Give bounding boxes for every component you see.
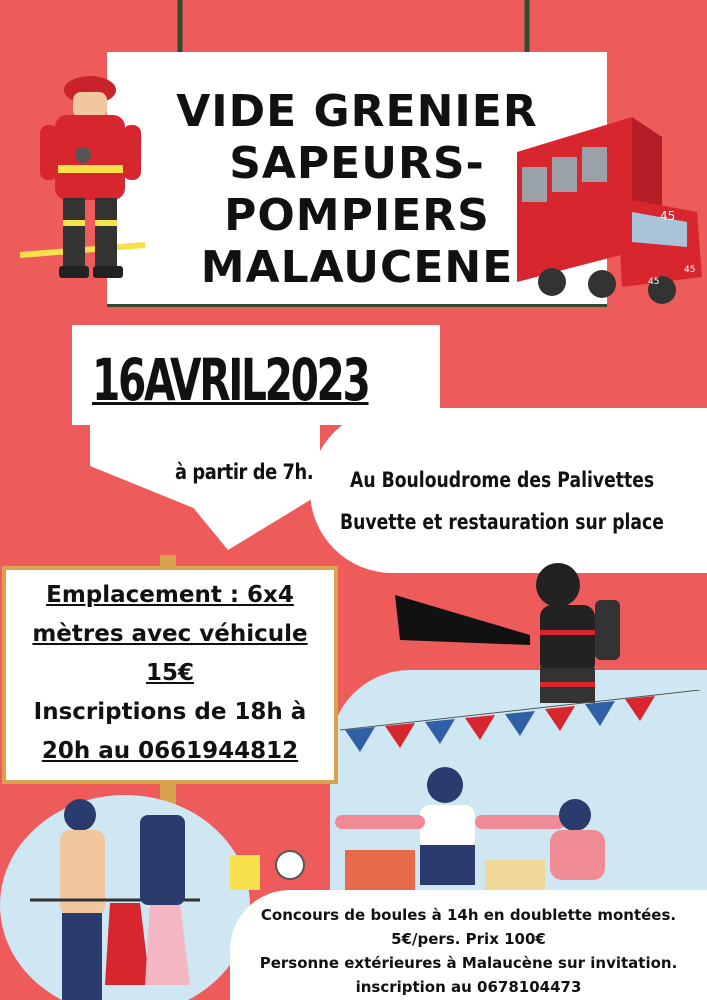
bottom-line-2: 5€/pers. Prix 100€ <box>391 930 546 948</box>
truck-number-3: 45 <box>684 265 696 275</box>
event-date: 16AVRIL2023 <box>92 346 369 414</box>
title-line-1: VIDE GRENIER <box>176 86 538 137</box>
truck-number-1: 45 <box>660 209 676 223</box>
bottom-line-3: Personne extérieures à Malaucène sur invitation. <box>259 954 678 972</box>
sign-line-5: 20h au 0661944812 <box>41 738 299 764</box>
shopping-people-illustration <box>0 785 250 1000</box>
bottom-line-1: Concours de boules à 14h en doublette montées. <box>260 906 677 924</box>
hose-firefighter-illustration <box>390 550 670 710</box>
location-line-1: Au Bouloudrome des Palivettes <box>350 468 655 492</box>
bottom-line-4: inscription au 0678104473 <box>355 978 582 996</box>
sign-line-4: Inscriptions de 18h à <box>33 699 307 725</box>
fire-truck-illustration <box>512 112 707 312</box>
title-line-3: POMPIERS <box>224 190 490 241</box>
sign-line-3: 15€ <box>145 660 194 686</box>
bunting-decoration <box>340 690 707 770</box>
sign-line-1: Emplacement : 6x4 <box>46 582 294 608</box>
start-time: à partir de 7h. <box>175 460 314 484</box>
truck-number-2: 45 <box>648 277 660 287</box>
firefighter-illustration <box>15 70 165 285</box>
bottom-info-cloud <box>230 890 707 1000</box>
sign-line-2: mètres avec véhicule <box>32 621 308 647</box>
title-line-4: MALAUCENE <box>200 242 514 293</box>
title-line-2: SAPEURS- <box>229 138 485 189</box>
pricing-sign <box>2 566 338 784</box>
location-line-2: Buvette et restauration sur place <box>340 510 664 534</box>
